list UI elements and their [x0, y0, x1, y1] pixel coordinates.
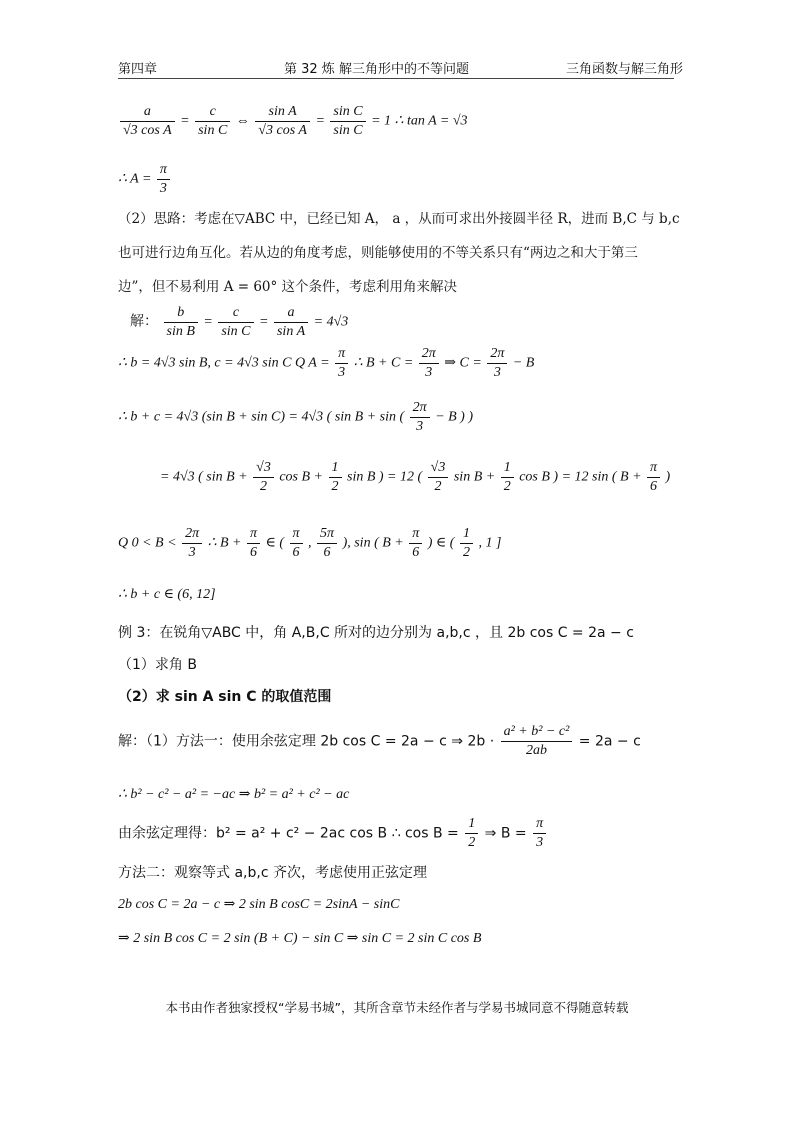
- fraction: $\frac{\text{sin A}}{\text{√3 cos A}}$: [255, 104, 310, 139]
- fraction: $\frac{1}{2}$: [501, 460, 514, 495]
- thinking-line-1: （2）思路：考虑在▽ABC 中，已经已知 A， a ，从而可求出外接圆半径 R，进而 B,C 与 b,c: [118, 211, 680, 227]
- solution-line-2: ∴ b² − c² − a² = −ac ⇒ b² = a² + c² − ac: [118, 787, 350, 802]
- equation-line-2: ∴ A = $\frac{\pi}{3}$: [118, 162, 172, 197]
- chapter-label: 第四章: [118, 62, 158, 77]
- fraction: $\frac{c}{\text{sin C}}$: [218, 305, 253, 340]
- fraction: $\frac{c}{\text{sin C}}$: [195, 104, 230, 139]
- lesson-title: 第 32 炼 解三角形中的不等问题: [284, 62, 469, 77]
- solution-method-2: 方法二：观察等式 a,b,c 齐次，考虑使用正弦定理: [118, 865, 427, 881]
- fraction: $\frac{\pi}{6}$: [247, 526, 260, 561]
- fraction: $\frac{√3}{2}$: [428, 460, 449, 495]
- equation-line-9: = 4√3 ( sin B + $\frac{√3}{2}$ cos B + $\frac{1}{2}$ sin B ) = 12 ( $\frac{√3}{2}$ sin B + $\frac{1}{2}$ cos B ) = 12 sin ( B + $\frac{\pi}{6}$ ): [160, 460, 671, 494]
- fraction: $\frac{2\pi}{3}$: [410, 400, 430, 435]
- example-3-part-2: （2）求 sin A sin C 的取值范围: [118, 689, 332, 705]
- equation-line-7: ∴ b = 4√3 sin B, c = 4√3 sin C Q A = $\frac{\pi}{3}$ ∴ B + C = $\frac{2\pi}{3}$ ⇒ C = $\frac{2\pi}{3}$ − B: [118, 346, 535, 380]
- topic-label: 三角函数与解三角形: [566, 62, 684, 77]
- fraction: $\frac{2\pi}{3}$: [419, 346, 439, 381]
- fraction: $\frac{\pi}{6}$: [409, 526, 422, 561]
- fraction: $\frac{5\pi}{6}$: [317, 526, 337, 561]
- fraction: $\frac{√3}{2}$: [253, 460, 274, 495]
- fraction: $\frac{b}{\text{sin B}}$: [164, 305, 198, 340]
- fraction: $\frac{a}{\text{√3 cos A}}$: [120, 104, 175, 139]
- header-rule: [118, 78, 674, 79]
- fraction: $\frac{1}{2}$: [460, 526, 473, 561]
- fraction: $\frac{\pi}{3}$: [335, 346, 348, 381]
- fraction: $\frac{\pi}{6}$: [647, 460, 660, 495]
- fraction: $\frac{a}{\text{sin A}}$: [274, 305, 308, 340]
- fraction: $\frac{1}{2}$: [329, 460, 342, 495]
- equation-line-6: 解： $\frac{b}{\text{sin B}}$ = $\frac{c}{\text{sin C}}$ = $\frac{a}{\text{sin A}}$ = 4√3: [130, 305, 349, 339]
- equation-line-11: ∴ b + c ∈ (6, 12]: [118, 587, 216, 602]
- fraction: $\frac{\pi}{3}$: [533, 816, 546, 851]
- equation-line-8: ∴ b + c = 4√3 (sin B + sin C) = 4√3 ( sin B + sin ( $\frac{2\pi}{3}$ − B ) ): [118, 400, 474, 434]
- solution-line-3: 由余弦定理得：b² = a² + c² − 2ac cos B ∴ cos B = $\frac{1}{2}$ ⇒ B = $\frac{\pi}{3}$: [118, 816, 548, 851]
- fraction: $\frac{\text{a² + b² − c²}}{2ab}$: [501, 724, 573, 759]
- fraction: $\frac{\pi}{6}$: [290, 526, 303, 561]
- equation-line-1: $\frac{a}{\text{√3 cos A}}$ = $\frac{c}{\text{sin C}}$ ⇔ $\frac{\text{sin A}}{\text{√3 cos A}}$ = $\frac{\text{sin C}}{\text{sin C}}$ = 1 ∴ tan A = √3: [118, 104, 468, 139]
- solution-line-5: 2b cos C = 2a − c ⇒ 2 sin B cosC = 2sinA − sinC: [118, 897, 400, 912]
- solution-line-6: ⇒ 2 sin B cos C = 2 sin (B + C) − sin C ⇒ sin C = 2 sin C cos B: [118, 931, 482, 946]
- fraction: $\frac{1}{2}$: [465, 816, 478, 851]
- solution-line-1: 解：（1）方法一：使用余弦定理 2b cos C = 2a − c ⇒ 2b · $\frac{\text{a² + b² − c²}}{2ab}$ = 2a − c: [118, 724, 641, 758]
- fraction: $\frac{\text{sin C}}{\text{sin C}}$: [330, 104, 365, 139]
- example-3-statement: 例 3：在锐角▽ABC 中，角 A,B,C 所对的边分别为 a,b,c ，且 2b cos C = 2a − c: [118, 625, 634, 641]
- example-3-part-1: （1）求角 B: [118, 657, 197, 673]
- fraction: $\frac{\pi}{3}$: [157, 162, 170, 197]
- thinking-line-3: 边”，但不易利用 A = 60° 这个条件，考虑利用角来解决: [118, 279, 458, 295]
- equation-line-10: Q 0 < B < $\frac{2\pi}{3}$ ∴ B + $\frac{\pi}{6}$ ∈ ( $\frac{\pi}{6}$ , $\frac{5\pi}{6}$ ), sin ( B + $\frac{\pi}{6}$ ) ∈ ( $\frac{1}{2}$ , 1 ]: [118, 526, 502, 560]
- thinking-line-2: 也可进行边角互化。若从边的角度考虑，则能够使用的不等关系只有“两边之和大于第三: [118, 245, 638, 261]
- fraction: $\frac{2\pi}{3}$: [182, 526, 202, 561]
- copyright-footer: 本书由作者独家授权“学易书城”，其所含章节未经作者与学易书城同意不得随意转载: [165, 1000, 629, 1015]
- fraction: $\frac{2\pi}{3}$: [487, 346, 507, 381]
